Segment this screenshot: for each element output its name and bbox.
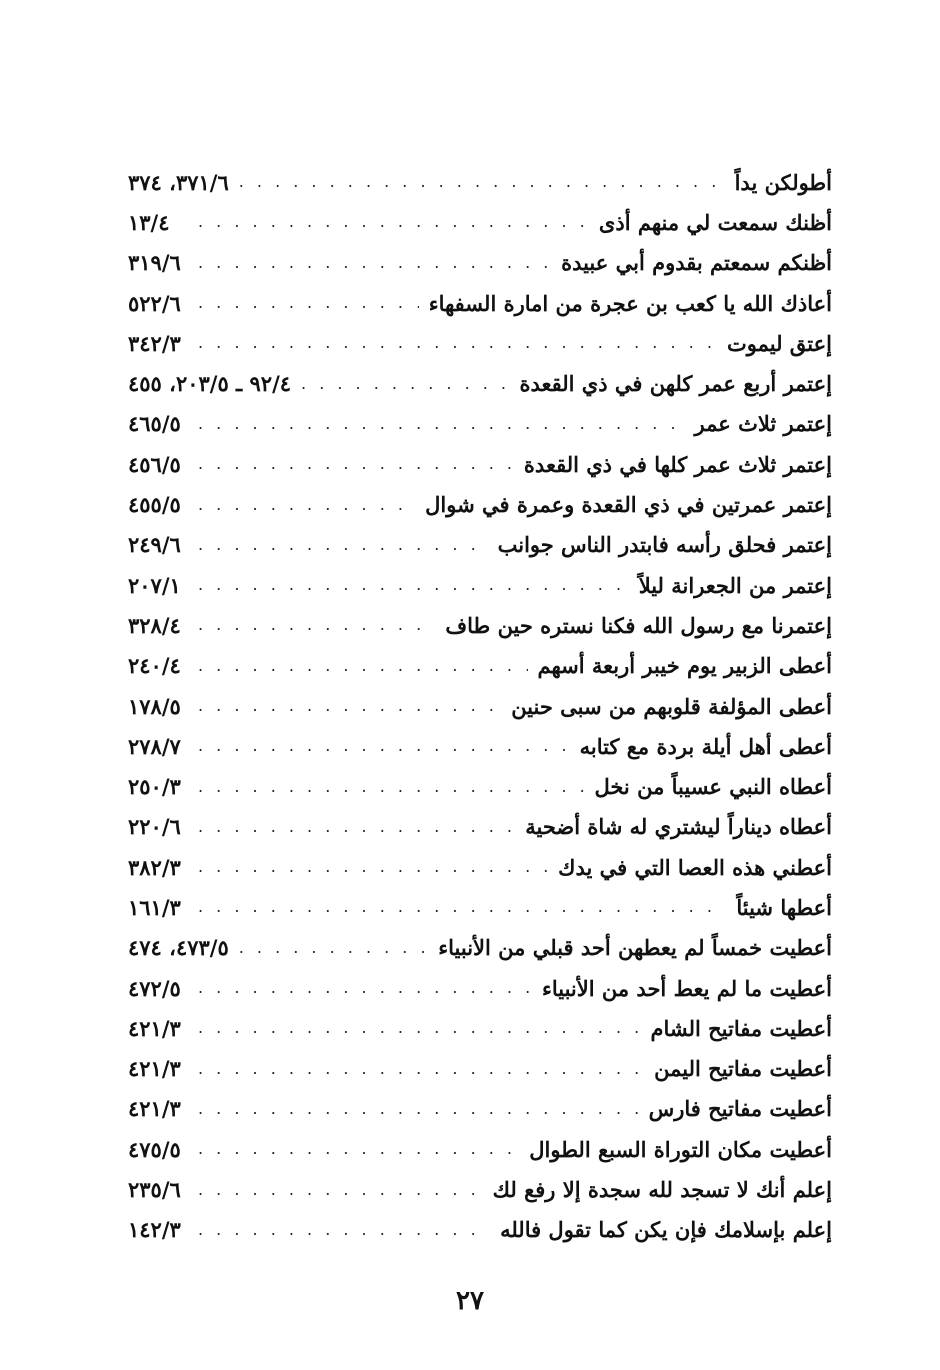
dot-leader [198, 1061, 644, 1077]
entry-reference: ٤٧٣/٥، ٤٧٤ [128, 935, 229, 961]
entry-reference: ١٣/٤ [128, 209, 170, 235]
index-entry [128, 847, 832, 887]
entry-text: أعطى الزبير يوم خيبر أربعة أسهم [537, 653, 832, 679]
dot-leader [198, 255, 551, 271]
entry-reference: ٢٠٧/١ [128, 572, 181, 598]
entry-reference: ٢٤٠/٤ [128, 653, 181, 679]
dot-leader [198, 698, 501, 714]
entry-text: إعتمرنا مع رسول الله فكنا نستره حين طاف [445, 612, 832, 638]
entry-text: إعتق ليموت [726, 330, 832, 356]
index-entry [128, 887, 832, 927]
dot-leader [198, 497, 415, 513]
dot-leader [198, 1141, 519, 1157]
entry-reference: ٣٢٨/٤ [128, 612, 181, 638]
dot-leader [198, 416, 685, 432]
entry-reference: ١٦١/٣ [128, 894, 181, 920]
dot-leader [239, 174, 725, 190]
entry-text: أعطاه ديناراً ليشتري له شاة أضحية [525, 814, 832, 840]
entry-text: إعتمر ثلاث عمر كلها في ذي القعدة [523, 451, 832, 477]
index-entry [128, 525, 832, 565]
entry-text: أعطيت ما لم يعط أحد من الأنبياء [541, 975, 832, 1001]
entry-reference: ٤٧٥/٥ [128, 1136, 181, 1162]
index-entry [128, 243, 832, 283]
entry-text: أعطيت خمساً لم يعطهن أحد قبلي من الأنبياء [438, 935, 832, 961]
dot-leader [198, 980, 532, 996]
dot-leader [198, 738, 570, 754]
entry-reference: ١٧٨/٥ [128, 693, 181, 719]
entry-reference: ١٤٢/٣ [128, 1217, 181, 1243]
entry-text: إعتمر عمرتين في ذي القعدة وعمرة في شوال [425, 492, 832, 518]
dot-leader [198, 1101, 639, 1117]
entry-reference: ٤٢١/٣ [128, 1056, 181, 1082]
entry-text: أطولكن يداً [734, 169, 832, 195]
dot-leader [198, 779, 584, 795]
dot-leader [198, 859, 548, 875]
index-entry [128, 162, 832, 202]
entry-text: أعطها شيئاً [736, 894, 832, 920]
index-entry [128, 484, 832, 524]
index-entry [128, 1049, 832, 1089]
entry-reference: ٣٧١/٦، ٣٧٤ [128, 169, 229, 195]
entry-reference: ٤٢١/٣ [128, 1096, 181, 1122]
entry-reference: ٤٢١/٣ [128, 1015, 181, 1041]
entry-text: أعطيت مفاتيح فارس [648, 1096, 832, 1122]
index-entry [128, 202, 832, 242]
dot-leader [198, 295, 419, 311]
entry-reference: ٣١٩/٦ [128, 250, 181, 276]
entry-reference: ٤٥٥/٥ [128, 492, 181, 518]
index-entry [128, 968, 832, 1008]
entry-text: أعطيت مفاتيح اليمن [654, 1056, 832, 1082]
index-entry [128, 646, 832, 686]
dot-leader [198, 819, 515, 835]
entry-reference: ٢٤٩/٦ [128, 532, 181, 558]
dot-leader [198, 537, 488, 553]
entry-text: أعطى المؤلفة قلوبهم من سبى حنين [511, 693, 832, 719]
entry-text: أعطاه النبي عسيباً من نخل [594, 774, 832, 800]
entry-reference: ٢٣٥/٦ [128, 1177, 181, 1203]
entry-text: أعطيت مفاتيح الشام [650, 1015, 832, 1041]
page-number: ٢٧ [456, 1286, 484, 1316]
dot-leader [198, 1222, 490, 1238]
entry-text: أعاذك الله يا كعب بن عجرة من امارة السفهاء [428, 290, 832, 316]
entry-text: أظنك سمعت لي منهم أذى [598, 209, 832, 235]
dot-leader [198, 1020, 640, 1036]
entry-text: أعطى أهل أيلة بردة مع كتابه [579, 733, 832, 759]
entry-reference: ٤٧٢/٥ [128, 975, 181, 1001]
dot-leader [239, 940, 429, 956]
index-entry [128, 1169, 832, 1209]
entry-text: أعطني هذه العصا التي في يدك [558, 854, 832, 880]
index-entry [128, 928, 832, 968]
entry-reference: ٢٧٨/٧ [128, 733, 181, 759]
index-entry [128, 404, 832, 444]
index-entry [128, 726, 832, 766]
dot-leader [198, 577, 629, 593]
entry-reference: ٩٢/٤ ـ ٢٠٣/٥، ٤٥٥ [128, 371, 292, 397]
entry-text: أظنكم سمعتم بقدوم أبي عبيدة [561, 250, 832, 276]
entry-text: إعتمر من الجعرانة ليلاً [638, 572, 832, 598]
index-entry [128, 807, 832, 847]
entry-reference: ٢٥٠/٣ [128, 774, 181, 800]
entry-reference: ٤٥٦/٥ [128, 451, 181, 477]
entry-reference: ٣٤٢/٣ [128, 330, 181, 356]
index-entry [128, 686, 832, 726]
dot-leader [198, 335, 717, 351]
index-entry [128, 1008, 832, 1048]
index-entry [128, 363, 832, 403]
entry-reference: ٤٦٥/٥ [128, 411, 181, 437]
entry-text: إعتمر أربع عمر كلهن في ذي القعدة [519, 371, 832, 397]
dot-leader [301, 376, 509, 392]
dot-leader [198, 456, 514, 472]
entry-reference: ٥٢٢/٦ [128, 290, 181, 316]
dot-leader [198, 899, 726, 915]
index-entry [128, 605, 832, 645]
entry-reference: ٢٢٠/٦ [128, 814, 181, 840]
index-entry [128, 766, 832, 806]
index-entry [128, 1089, 832, 1129]
index-entry [128, 565, 832, 605]
entry-reference: ٣٨٢/٣ [128, 854, 181, 880]
entry-text: إعتمر فحلق رأسه فابتدر الناس جوانب [497, 532, 832, 558]
index-entry [128, 1129, 832, 1169]
dot-leader [198, 617, 435, 633]
index-entry [128, 283, 832, 323]
dot-leader [198, 1182, 483, 1198]
index-entry [128, 323, 832, 363]
entry-text: إعلم أنك لا تسجد لله سجدة إلا رفع لك [492, 1177, 832, 1203]
index-list [128, 162, 832, 1250]
index-entry [128, 1210, 832, 1250]
dot-leader [198, 658, 528, 674]
entry-text: أعطيت مكان التوراة السبع الطوال [529, 1136, 832, 1162]
dot-leader [198, 214, 589, 230]
entry-text: إعتمر ثلاث عمر [694, 411, 832, 437]
entry-text: إعلم بإسلامك فإن يكن كما تقول فالله [500, 1217, 832, 1243]
index-entry [128, 444, 832, 484]
